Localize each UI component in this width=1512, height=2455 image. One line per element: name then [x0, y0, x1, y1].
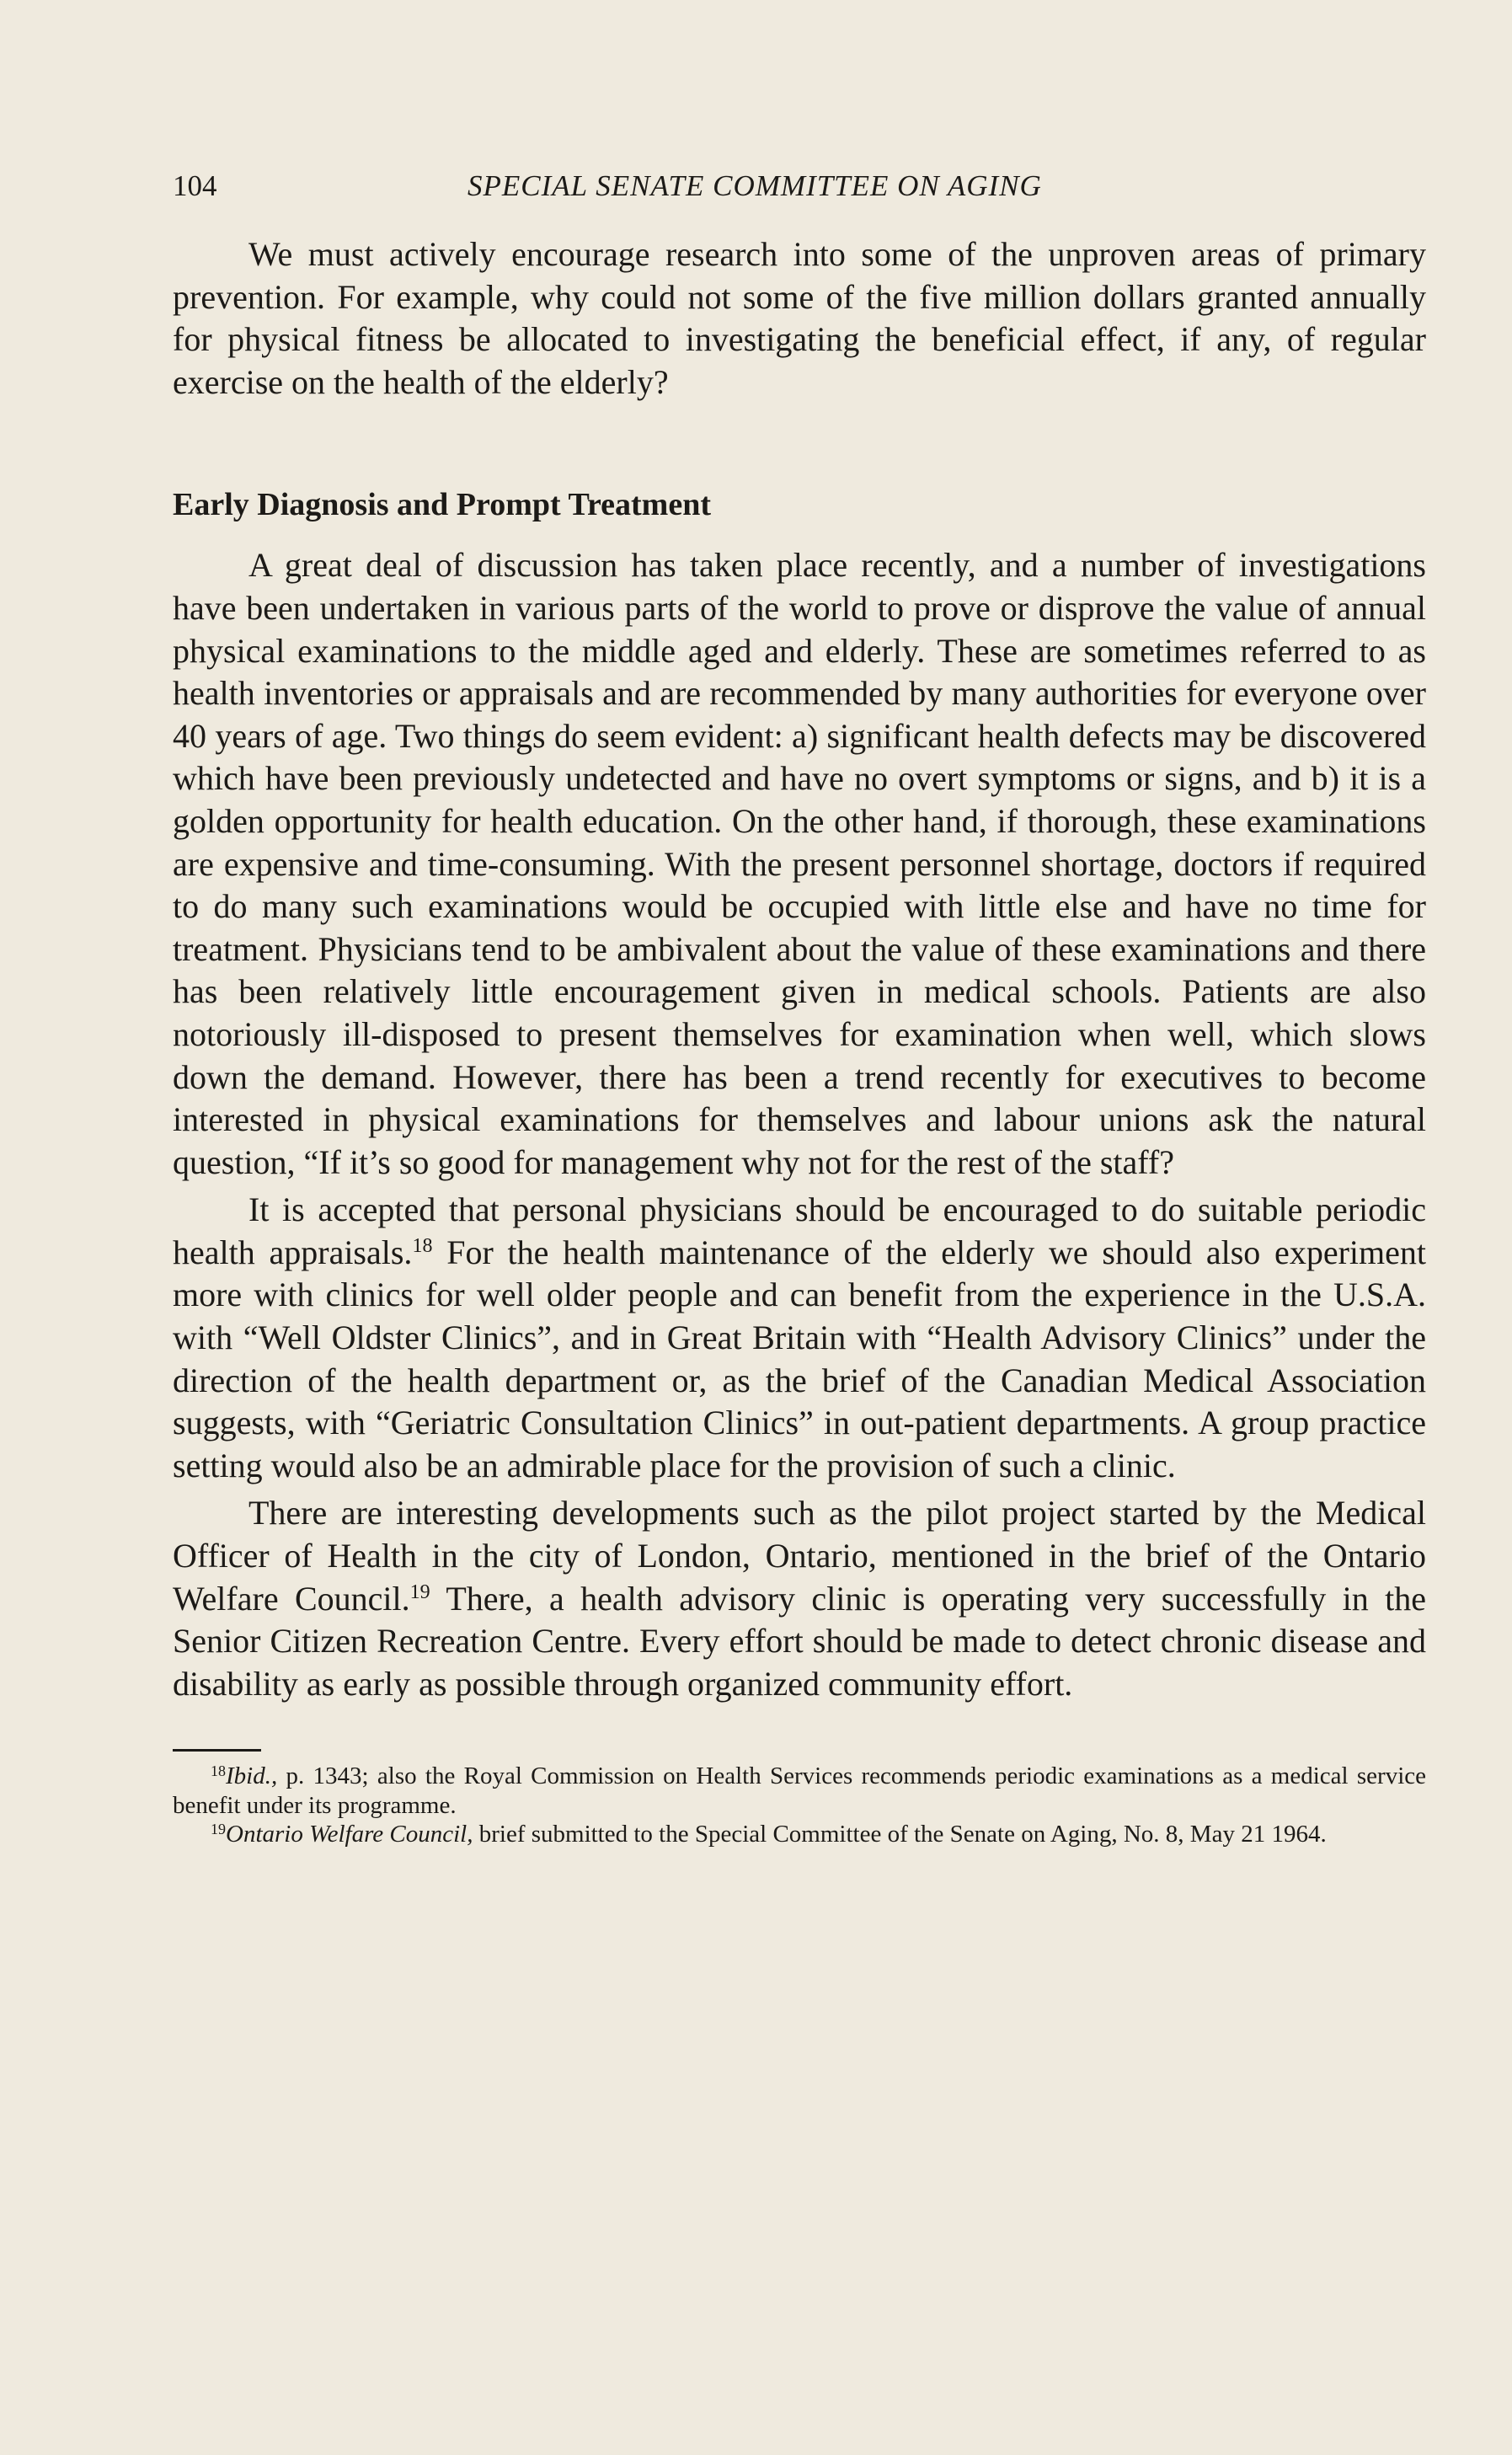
footnote-source: Ibid.,: [226, 1762, 278, 1790]
footnote-source: Ontario Welfare Council,: [226, 1821, 473, 1848]
footnote: [173, 1762, 1426, 1820]
paragraph-text: For the health maintenance of the elderly we should also experiment more with clinics for well older people and can benefit from the experience in the U.S.A. with “Well Oldster Clinics”, and in Great Britain with “Health Advisory Clinics” under the direction of the health department or, as the brief of the Canadian Medical Association suggests, with “Geriatric Consultation Clinics” in out-patient departments. A group practice setting would also be an admirable place for the provision of such a clinic.: [173, 1233, 1426, 1484]
footnote-marker: 19: [211, 1821, 226, 1838]
paragraph-text: There, a health advisory clinic is operating very successfully in the Senior Citizen Recreation Centre. Every effort should be made to detect chronic disease and disability as early as possible through organized community effort.: [173, 1579, 1426, 1703]
footnote-text: brief submitted to the Special Committee of the Senate on Aging, No. 8, May 21 1964.: [473, 1821, 1327, 1848]
section-paragraph: A great deal of discussion has taken place recently, and a number of investigations have been undertaken in various parts of the world to prove or disprove the value of annual physical examinations to the middle aged and elderly. These are sometimes referred to as health inventories or appraisals and are recommended by many authorities for everyone over 40 years of age. Two things do seem evident: a) significant health defects may be discovered which have been previously undetected and have no overt symptoms or signs, and b) it is a golden opportunity for health education. On the other hand, if thorough, these examinations are expensive and time-consuming. With the present personnel shortage, doctors if required to do many such examinations would be occupied with little else and have no time for treatment. Physicians tend to be ambivalent about the value of these examinations and there has been relatively little encouragement given in medical schools. Patients are also notoriously ill-disposed to present themselves for examination when well, which slows down the demand. However, there has been a trend recently for executives to become interested in physical examinations for themselves and labour unions ask the natural question, “If it’s so good for management why not for the rest of the staff?: [173, 546, 1426, 1181]
page-header: [173, 165, 1424, 207]
paragraph-text: There are interesting developments such as the pilot project started by the Medical Officer of Health in the city of London, Ontario, mentioned in the brief of the Ontario Welfare Council.: [173, 1494, 1426, 1618]
section-paragraph: [173, 1492, 1426, 1705]
footnote: [173, 1820, 1426, 1849]
paragraph-text: It is accepted that personal physicians should be encouraged to do suitable periodic health appraisals.: [173, 1190, 1426, 1271]
footnote-text: p. 1343; also the Royal Commission on Health Services recommends periodic examinations as a medical service benefit under its programme.: [173, 1762, 1426, 1819]
section-heading: Early Diagnosis and Prompt Treatment: [173, 487, 711, 523]
page-body: [173, 233, 1426, 1849]
section-paragraph: [173, 1189, 1426, 1487]
running-title: SPECIAL SENATE COMMITTEE ON AGING: [467, 169, 1042, 202]
footnote-reference: 19: [409, 1581, 430, 1603]
footnote-marker: 18: [211, 1762, 226, 1780]
footnote-reference: 18: [412, 1234, 433, 1257]
intro-paragraph: We must actively encourage research into some of the unproven areas of primary prevention. For example, why could not some of the five million dollars granted annually for physical fitness be allocated to investigating the beneficial effect, if any, of regular exercise on the health of the elderly?: [173, 235, 1426, 401]
footnote-divider: [173, 1749, 261, 1752]
page-number: 104: [173, 169, 217, 202]
